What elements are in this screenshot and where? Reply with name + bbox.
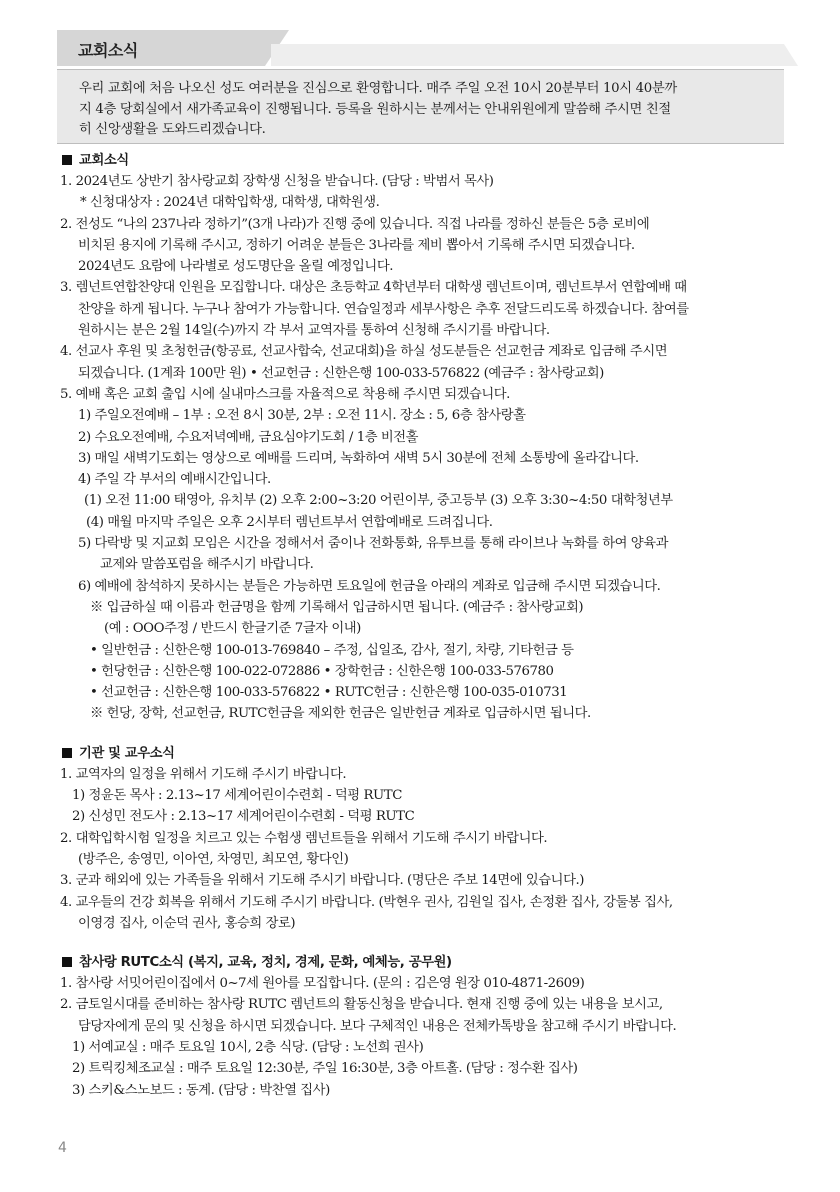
news-line: 6) 예배에 참석하지 못하시는 분들은 가능하면 토요일에 헌금을 아래의 계좌로 입금해 주시면 되겠습니다. [78,578,661,594]
header-band [271,44,784,66]
news-line: * 신청대상자 : 2024년 대학입학생, 대학생, 대학원생. [80,195,380,211]
news-line: 4. 교우들의 건강 회복을 위해서 기도해 주시기 바랍니다. (박현우 권사, 김원일 집사, 손정환 집사, 강둘봉 집사, [60,894,673,910]
news-line: (방주은, 송영민, 이아연, 차영민, 최모연, 황다인) [78,851,349,867]
square-bullet-icon [62,155,72,165]
news-line: 1. 교역자의 일정을 위해서 기도해 주시기 바랍니다. [60,766,347,782]
welcome-line: 히 신앙생활을 도와드리겠습니다. [79,122,266,137]
news-line: 2. 금토일시대를 준비하는 참사랑 RUTC 렘넌트의 활동신청을 받습니다. 현재 진행 중에 있는 내용을 보시고, [60,997,663,1013]
page-number: 4 [58,1140,67,1156]
news-line: 2. 전성도 “나의 237나라 정하기”(3개 나라)가 진행 중에 있습니다. 직접 나라를 정하신 분들은 5층 로비에 [60,216,650,232]
news-line: 5) 다락방 및 지교회 모임은 시간을 정해서서 줌이나 전화통화, 유투브를 통해 라이브나 녹화를 하여 양육과 [78,536,668,552]
news-line: 2) 수요오전예배, 수요저녁예배, 금요심야기도회 / 1층 비전홀 [78,429,419,445]
news-line: 교제와 말씀포럼을 해주시기 바랍니다. [100,557,314,573]
welcome-line: 지 4층 당회실에서 새가족교육이 진행됩니다. 등록을 원하시는 분께서는 안내위원에게 말씀해 주시면 친절 [79,101,671,117]
news-line: 2) 신성민 전도사 : 2.13~17 세계어린이수련회 - 덕평 RUTC [72,809,415,825]
news-line: 4) 주일 각 부서의 예배시간입니다. [78,472,271,488]
news-line: • 헌당헌금 : 신한은행 100-022-072886 • 장학헌금 : 신한은행 100-033-576780 [90,663,554,679]
news-line: (4) 매월 마지막 주일은 오후 2시부터 렘넌트부서 연합예배로 드려집니다. [86,514,493,530]
news-line: 1) 주일오전예배 – 1부 : 오전 8시 30분, 2부 : 오전 11시. 장소 : 5, 6층 참사랑홀 [78,408,526,424]
section-title: 교회소식 [79,153,129,168]
news-line: 1) 서예교실 : 매주 토요일 10시, 2층 식당. (담당 : 노선희 권사) [72,1039,424,1055]
section-title: 기관 및 교우소식 [79,745,175,761]
section-spacer [60,934,786,952]
news-line: 3) 매일 새벽기도회는 영상으로 예배를 드리며, 녹화하여 새벽 5시 30분에 전체 소통방에 올라갑니다. [78,450,639,466]
news-line: 1. 2024년도 상반기 참사랑교회 장학생 신청을 받습니다. (담당 : 박범서 목사) [60,174,494,189]
section-heading [60,743,786,764]
news-line: • 선교헌금 : 신한은행 100-033-576822 • RUTC헌금 : 신한은행 100-035-010731 [90,685,568,701]
news-line: ※ 헌당, 장학, 선교헌금, RUTC헌금을 제외한 헌금은 일반헌금 계좌로 입금하시면 됩니다. [90,706,591,722]
news-line: 1) 정윤돈 목사 : 2.13~17 세계어린이수련회 - 덕평 RUTC [72,788,402,804]
news-line: 2024년도 요람에 나라별로 성도명단을 올릴 예정입니다. [78,259,393,275]
news-line: 3. 렘넌트연합찬양대 인원을 모집합니다. 대상은 초등학교 4학년부터 대학생 렘넌트이며, 렘넌트부서 연합예배 때 [60,280,687,296]
news-line: 2. 대학입학시험 일정을 치르고 있는 수험생 렘넌트들을 위해서 기도해 주시기 바랍니다. [60,830,548,846]
page-title: 교회소식 [78,41,138,60]
news-line: 담당자에게 문의 및 신청을 하시면 되겠습니다. 보다 구체적인 내용은 전체카톡방을 참고해 주시기 바랍니다. [78,1018,677,1034]
news-line: 2) 트릭킹체조교실 : 매주 토요일 12:30분, 주일 16:30분, 3층 아트홀. (담당 : 정수환 집사) [72,1061,578,1077]
news-line: 4. 선교사 후원 및 초청헌금(항공료, 선교사합숙, 선교대회)을 하실 성도분들은 선교헌금 계좌로 입금해 주시면 [60,344,668,360]
news-line: 되겠습니다. (1계좌 100만 원) • 선교헌금 : 신한은행 100-033-576822 (예금주 : 참사랑교회) [78,365,604,381]
welcome-box [57,69,784,144]
news-line: 이영경 집사, 이순덕 권사, 홍승희 장로) [78,915,296,931]
header-band-end [784,44,798,66]
news-content [60,150,786,1101]
news-line: (1) 오전 11:00 태영아, 유치부 (2) 오후 2:00~3:20 어린이부, 중고등부 (3) 오후 3:30~4:50 대학청년부 [84,493,673,509]
section-heading [60,952,786,973]
square-bullet-icon [62,748,72,758]
section-spacer [60,725,786,743]
news-line: 원하시는 분은 2월 14일(수)까지 각 부서 교역자를 통하여 신청해 주시기를 바랍니다. [78,323,550,339]
section-title: 참사랑 RUTC소식 (복지, 교육, 정치, 경제, 문화, 예체능, 공무원) [79,955,452,971]
welcome-line: 우리 교회에 처음 나오신 성도 여러분을 진심으로 환영합니다. 매주 주일 오전 10시 20분부터 10시 40분까 [79,81,677,96]
news-line: 1. 참사랑 서밋어린이집에서 0~7세 원아를 모집합니다. (문의 : 김은영 원장 010-4871-2609) [60,976,585,992]
news-line: 3) 스키&스노보드 : 동계. (담당 : 박찬열 집사) [72,1082,330,1098]
square-bullet-icon [62,957,72,967]
news-line: 비치된 용지에 기록해 주시고, 정하기 어려운 분들은 3나라를 제비 뽑아서 기록해 주시면 되겠습니다. [78,237,635,253]
news-line: 찬양을 하게 됩니다. 누구나 참여가 가능합니다. 연습일정과 세부사항은 추후 전달드리도록 하겠습니다. 참여를 [78,301,689,317]
news-line: ※ 입금하실 때 이름과 헌금명을 함께 기록해서 입금하시면 됩니다. (예금주 : 참사랑교회) [90,599,584,615]
news-line: 5. 예배 혹은 교회 출입 시에 실내마스크를 자율적으로 착용해 주시면 되겠습니다. [60,386,510,402]
news-line: • 일반헌금 : 신한은행 100-013-769840 – 주정, 십일조, 감사, 절기, 차량, 기타헌금 등 [90,642,574,658]
news-line: (예 : OOO주정 / 반드시 한글기준 7글자 이내) [104,621,361,637]
section-heading [60,150,786,171]
news-line: 3. 군과 해외에 있는 가족들을 위해서 기도해 주시기 바랍니다. (명단은 주보 14면에 있습니다.) [60,873,584,889]
